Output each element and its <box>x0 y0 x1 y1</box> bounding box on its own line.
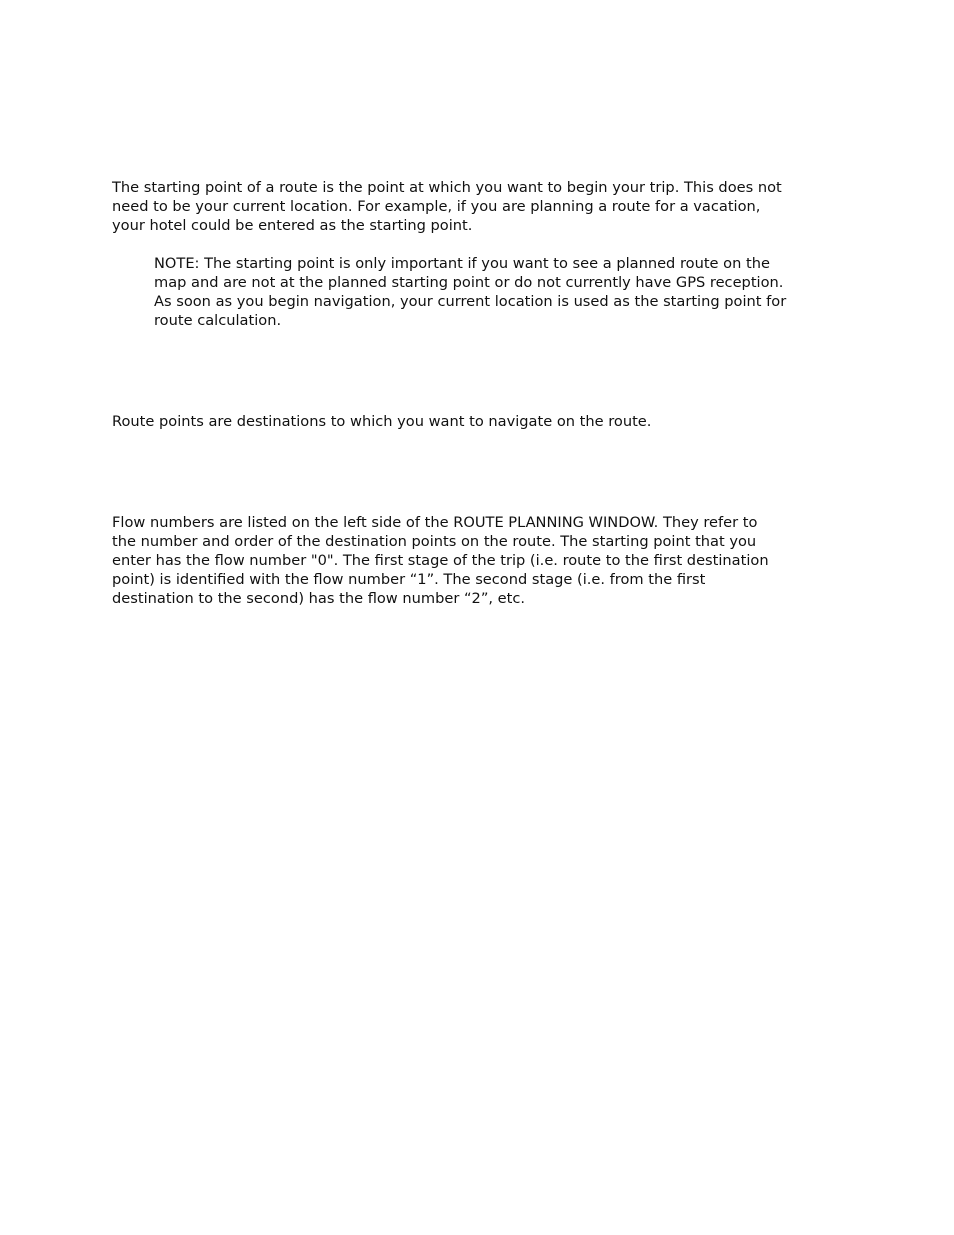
text-line: map and are not at the planned starting point or do not currently have GPS reception. <box>154 274 784 291</box>
starting-point-paragraph <box>112 178 852 235</box>
text-line: Flow numbers are listed on the left side of the ROUTE PLANNING WINDOW. They refer to <box>112 514 758 531</box>
text-line: Route points are destinations to which you want to navigate on the route. <box>112 413 652 430</box>
text-line: your hotel could be entered as the starting point. <box>112 217 473 234</box>
note-paragraph <box>154 254 854 330</box>
text-line: route calculation. <box>154 312 282 329</box>
text-line: The starting point of a route is the point at which you want to begin your trip. This does not <box>112 179 782 196</box>
text-line: As soon as you begin navigation, your current location is used as the starting point for <box>154 293 787 310</box>
text-line: point) is identified with the flow number “1”. The second stage (i.e. from the first <box>112 571 706 588</box>
flow-numbers-paragraph <box>112 513 852 608</box>
text-line: enter has the flow number "0". The first stage of the trip (i.e. route to the first destination <box>112 552 769 569</box>
text-line: destination to the second) has the flow number “2”, etc. <box>112 590 526 607</box>
text-line: need to be your current location. For example, if you are planning a route for a vacation, <box>112 198 761 215</box>
route-points-paragraph <box>112 412 852 431</box>
text-line: the number and order of the destination points on the route. The starting point that you <box>112 533 757 550</box>
text-line: NOTE: The starting point is only important if you want to see a planned route on the <box>154 255 770 272</box>
